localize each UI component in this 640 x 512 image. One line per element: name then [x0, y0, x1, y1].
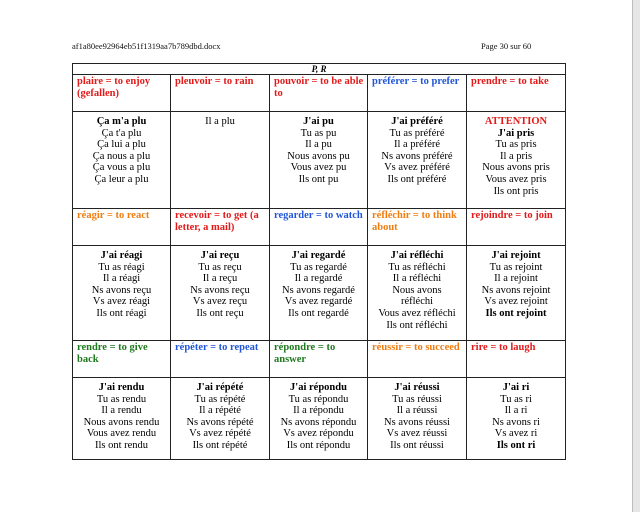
conj-line: Ns avons réussi: [384, 416, 450, 428]
conj-line: Ils ont rendu: [94, 439, 149, 451]
conj-line: Ns avons reçu: [190, 284, 250, 296]
conj-line: Vous avez réfléchi: [378, 307, 456, 319]
conj-line: J'ai reçu: [200, 250, 240, 261]
conjugation-pouvoir: [270, 112, 368, 209]
conjugation-rendre: [73, 378, 171, 460]
verb-head-rejoindre: rejoindre = to join: [467, 209, 566, 246]
conj-line: Vous avez pris: [485, 173, 547, 185]
conj-line: J'ai réussi: [394, 382, 440, 393]
conj-line: Il a reçu: [202, 273, 238, 285]
conj-line: Vs avez regardé: [284, 296, 353, 308]
conj-line: Ils ont ri: [496, 439, 536, 451]
conj-line: Vs avez répété: [189, 428, 251, 440]
verb-head-reussir: réussir = to succeed: [368, 341, 467, 378]
conj-line: Ns avons préféré: [381, 150, 453, 162]
conj-line: Ils ont répété: [192, 439, 248, 451]
conj-line: Tu as rejoint: [489, 261, 543, 273]
conj-line: Tu as regardé: [290, 261, 347, 273]
conj-line: Ça t'a plu: [101, 127, 142, 139]
conj-line: J'ai répété: [196, 382, 244, 393]
document-filename: af1a80ee92964eb51f1319aa7b789dbd.docx: [72, 41, 221, 51]
conj-line: Il a réagi: [102, 273, 141, 285]
verb-head-plaire: plaire = to enjoy (gefallen): [73, 75, 171, 112]
conj-line: Il a rejoint: [494, 273, 538, 285]
conj-line: Il a plu: [205, 116, 235, 127]
page-number: Page 30 sur 60: [481, 41, 532, 51]
conj-line: Il a répondu: [293, 405, 344, 417]
conj-line: Vs avez réussi: [386, 428, 448, 440]
conj-line: J'ai regardé: [291, 250, 346, 261]
conj-line: J'ai réagi: [100, 250, 143, 261]
conj-line: Vous avez pu: [290, 162, 347, 174]
conj-line: Ils ont pris: [493, 185, 539, 197]
conj-line: Tu as reçu: [198, 261, 242, 273]
attention-label: ATTENTION: [484, 116, 548, 127]
conj-line: Ils ont regardé: [288, 307, 349, 319]
conjugation-regarder: [270, 246, 368, 341]
conj-line: Vs avez rejoint: [484, 296, 548, 308]
conj-line: Tu as préféré: [389, 127, 445, 139]
conj-line: Ça leur a plu: [94, 173, 149, 185]
conj-line: Tu as réussi: [392, 393, 442, 405]
conj-line: J'ai répondu: [290, 382, 347, 393]
conj-line: Vs avez préféré: [384, 162, 450, 174]
conjugation-prendre: [467, 112, 566, 209]
conj-line: Tu as répondu: [288, 393, 349, 405]
conj-line: J'ai pris: [497, 127, 535, 139]
conj-line: Ils ont réussi: [390, 439, 444, 451]
conj-line: Ça m'a plu: [96, 116, 147, 127]
conj-line: Ça nous a plu: [92, 150, 151, 162]
verb-head-recevoir: recevoir = to get (a letter, a mail): [171, 209, 270, 246]
conj-line: Ça lui a plu: [97, 139, 146, 151]
conj-line: J'ai rejoint: [491, 250, 541, 261]
conj-line: Nous avons pu: [287, 150, 350, 162]
conj-line: Tu as ri: [500, 393, 532, 405]
conj-line: Il a ri: [504, 405, 528, 417]
verb-conjugation-row: [73, 112, 566, 209]
verb-head-pouvoir: pouvoir = to be able to: [270, 75, 368, 112]
conjugation-pleuvoir: [171, 112, 270, 209]
verb-conjugation-row: [73, 246, 566, 341]
conj-line: Nous avons rendu: [83, 416, 160, 428]
conj-line: Il a réfléchi: [392, 273, 442, 285]
verb-header-row: [73, 209, 566, 246]
conj-line: Ils ont réagi: [96, 307, 147, 319]
conjugation-reussir: [368, 378, 467, 460]
conj-line: J'ai ri: [502, 382, 530, 393]
conjugation-reflechir: [368, 246, 467, 341]
verb-header-row: [73, 75, 566, 112]
conj-line: Nous avons pris: [482, 162, 550, 174]
conj-line: Vs avez ri: [494, 428, 538, 440]
verb-head-prendre: prendre = to take: [467, 75, 566, 112]
table-title: P, R: [73, 64, 566, 75]
conj-line: Tu as pris: [495, 139, 537, 151]
conj-line: Ils ont pu: [298, 173, 339, 185]
conj-line: Ns avons répété: [186, 416, 254, 428]
conj-line: J'ai rendu: [98, 382, 145, 393]
conj-line: Ils ont préféré: [387, 173, 447, 185]
conjugation-repondre: [270, 378, 368, 460]
conj-line: Ça vous a plu: [92, 162, 151, 174]
verb-head-repeter: répéter = to repeat: [171, 341, 270, 378]
verb-head-preferer: préférer = to prefer: [368, 75, 467, 112]
conj-line: Ils ont rejoint: [485, 307, 547, 319]
conj-line: J'ai préféré: [391, 116, 443, 127]
verb-head-reflechir: réfléchir = to think about: [368, 209, 467, 246]
conj-line: Tu as rendu: [96, 393, 147, 405]
conj-line: Il a pris: [499, 150, 533, 162]
conj-line: Il a répété: [199, 405, 241, 417]
conj-line: Vs avez reçu: [192, 296, 248, 308]
verb-head-reagir: réagir = to react: [73, 209, 171, 246]
verb-header-row: [73, 341, 566, 378]
conj-line: Ns avons ri: [492, 416, 540, 428]
conj-line: Il a préféré: [393, 139, 441, 151]
conj-line: Ns avons rejoint: [481, 284, 551, 296]
conj-line: Vs avez réagi: [92, 296, 151, 308]
conj-line: Vs avez répondu: [283, 428, 354, 440]
conj-line: Vous avez rendu: [86, 428, 157, 440]
conj-line: Ils ont reçu: [196, 307, 244, 319]
conj-line: Ils ont réfléchi: [386, 319, 448, 331]
conj-line: Ns avons reçu: [91, 284, 152, 296]
verb-head-rendre: rendre = to give back: [73, 341, 171, 378]
conjugation-preferer: [368, 112, 467, 209]
conjugation-rejoindre: [467, 246, 566, 341]
conjugation-repeter: [171, 378, 270, 460]
conj-line: J'ai pu: [303, 116, 334, 127]
conj-line: Nous avons: [392, 284, 442, 296]
conjugation-recevoir: [171, 246, 270, 341]
verb-head-regarder: regarder = to watch: [270, 209, 368, 246]
verb-head-rire: rire = to laugh: [467, 341, 566, 378]
conj-line: Tu as réagi: [98, 261, 145, 273]
conj-line: Tu as réfléchi: [388, 261, 446, 273]
conj-line: Il a pu: [305, 139, 332, 151]
conj-line: Tu as répété: [194, 393, 246, 405]
conjugation-rire: [467, 378, 566, 460]
conj-line: Tu as pu: [300, 127, 337, 139]
conj-line: réfléchi: [400, 296, 434, 308]
verb-head-pleuvoir: pleuvoir = to rain: [171, 75, 270, 112]
verb-table: [72, 63, 566, 460]
verb-head-repondre: répondre = to answer: [270, 341, 368, 378]
conj-line: Ns avons répondu: [280, 416, 357, 428]
verb-conjugation-row: [73, 378, 566, 460]
conj-line: Ns avons regardé: [282, 284, 355, 296]
conj-line: Il a réussi: [396, 405, 438, 417]
conj-line: Il a rendu: [101, 405, 142, 417]
conjugation-reagir: [73, 246, 171, 341]
conj-line: Ils ont répondu: [286, 439, 351, 451]
conj-line: Il a regardé: [294, 273, 343, 285]
conj-line: J'ai réfléchi: [390, 250, 444, 261]
conjugation-plaire: [73, 112, 171, 209]
